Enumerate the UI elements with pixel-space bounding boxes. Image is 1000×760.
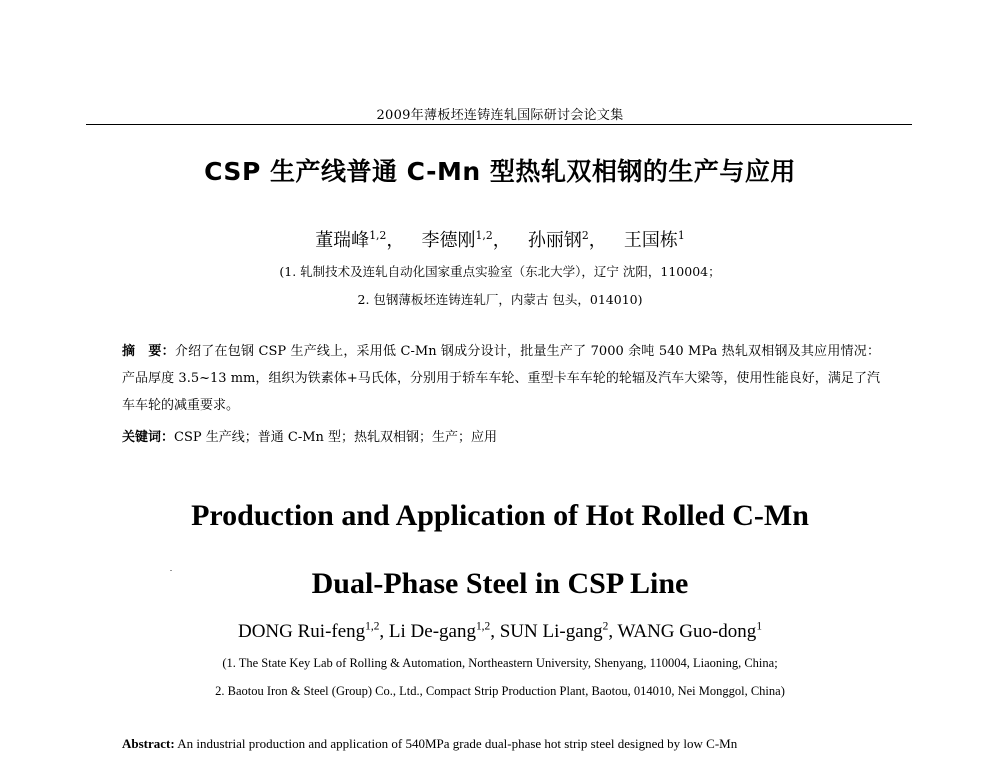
affiliation-english-1: (1. The State Key Lab of Rolling & Automation, Northeastern University, Shenyang, 110004, Liaoning, China; (222, 656, 778, 670)
author-en-2: Li De-gang$^{1,2}$, (388, 620, 500, 642)
author-en-1: DONG Rui-feng$^{1,2}$, (237, 620, 389, 642)
title-english-line-1: Production and Application of Hot Rolled C-Mn (191, 499, 809, 532)
header-rule (86, 124, 912, 125)
abstract-english-label: Abstract: (122, 736, 175, 751)
title-english-line-2: Dual-Phase Steel in CSP Line (311, 567, 689, 600)
author-en-4: WANG Guo-dong$^1$ (617, 620, 763, 642)
keywords-chinese-label: 关键词： (122, 430, 175, 445)
scan-speck (170, 570, 172, 571)
abstract-chinese-text: 介绍了在包钢 CSP 生产线上，采用低 C-Mn 钢成分设计，批量生产了 7000 余吨 540 MPa 热轧双相钢及其应用情况：产品厚度 3.5~13 mm，组织为铁素体+马氏体，分别用于轿车车轮、重型卡车车轮的轮辐及汽车大梁等，使用性能良好，满足了汽车车轮的减重要求。 (122, 344, 880, 413)
author-en-3: SUN Li-gang$^2$, (499, 620, 618, 642)
keywords-chinese (122, 426, 880, 445)
abstract-chinese-label: 摘 要： (122, 344, 175, 359)
title-chinese: CSP 生产线普通 C-Mn 型热轧双相钢的生产与应用 (204, 157, 796, 186)
author-zh-3: 孙丽钢$^2$， (527, 229, 607, 251)
affiliation-english-2: 2. Baotou Iron & Steel (Group) Co., Ltd., Compact Strip Production Plant, Baotou, 014010, Nei Monggol, China) (215, 684, 785, 698)
authors-english (0, 621, 1000, 643)
abstract-english-text: An industrial production and application of 540MPa grade dual-phase hot strip steel designed by low C-Mn (177, 736, 738, 751)
author-zh-2: 李德刚$^{1,2}$， (421, 229, 511, 251)
abstract-chinese (122, 338, 880, 419)
affiliation-chinese-1: (1. 轧制技术及连轧自动化国家重点实验室（东北大学），辽宁 沈阳，110004； (279, 264, 721, 279)
running-header: 2009年薄板坯连铸连轧国际研讨会论文集 (376, 108, 624, 123)
author-zh-4: 王国栋$^1$ (623, 229, 685, 251)
abstract-english (122, 736, 880, 752)
affiliation-chinese-2: 2. 包钢薄板坯连铸连轧厂，内蒙古 包头，014010) (357, 292, 643, 307)
authors-chinese (0, 226, 1000, 252)
author-zh-1: 董瑞峰$^{1,2}$， (315, 229, 405, 251)
keywords-chinese-text: CSP 生产线；普通 C-Mn 型；热轧双相钢；生产；应用 (174, 430, 498, 445)
title-english (0, 488, 1000, 612)
